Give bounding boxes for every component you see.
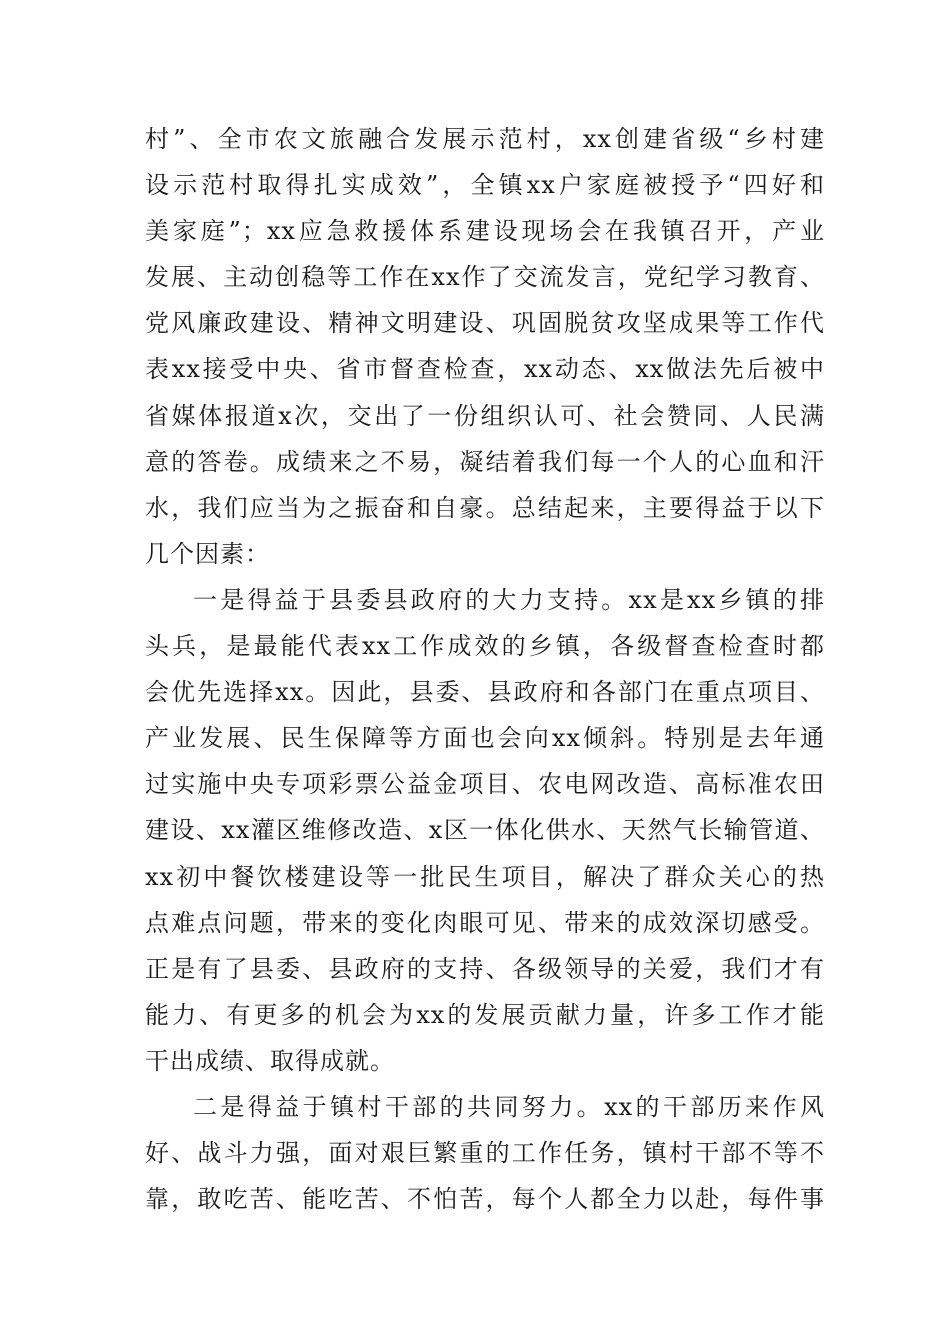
text-line: 几个因素：	[145, 539, 270, 568]
paragraph-first-line: 一是得益于县委县政府的大力支持。xx是xx乡镇的排	[193, 585, 825, 614]
document-body	[145, 116, 825, 1222]
text-line: 表xx接受中央、省市督查检查，xx动态、xx做法先后被中	[145, 355, 825, 384]
text-line: 能力、有更多的机会为xx的发展贡献力量，许多工作才能	[145, 1000, 825, 1029]
text-line: 美家庭”；xx应急救援体系建设现场会在我镇召开，产业	[145, 217, 825, 246]
text-line: 意的答卷。成绩来之不易，凝结着我们每一个人的心血和汗	[145, 447, 825, 476]
text-line: 头兵，是最能代表xx工作成效的乡镇，各级督查检查时都	[145, 632, 825, 661]
paragraph-first-line: 二是得益于镇村干部的共同努力。xx的干部历来作风	[193, 1092, 825, 1121]
text-line: 靠，敢吃苦、能吃苦、不怕苦，每个人都全力以赴，每件事	[145, 1185, 825, 1214]
text-line: 发展、主动创稳等工作在xx作了交流发言，党纪学习教育、	[145, 263, 825, 292]
text-line: 正是有了县委、县政府的支持、各级领导的关爱，我们才有	[145, 954, 825, 983]
text-line: 党风廉政建设、精神文明建设、巩固脱贫攻坚成果等工作代	[145, 309, 825, 338]
text-line: 干出成绩、取得成就。	[145, 1046, 395, 1075]
text-line: 产业发展、民生保障等方面也会向xx倾斜。特别是去年通	[145, 724, 825, 753]
text-line: 好、战斗力强，面对艰巨繁重的工作任务，镇村干部不等不	[145, 1139, 825, 1168]
text-line: 会优先选择xx。因此，县委、县政府和各部门在重点项目、	[145, 678, 825, 707]
text-line: 过实施中央专项彩票公益金项目、农电网改造、高标准农田	[145, 770, 825, 799]
text-line: 省媒体报道x次，交出了一份组织认可、社会赞同、人民满	[145, 401, 825, 430]
text-line: 点难点问题，带来的变化肉眼可见、带来的成效深切感受。	[145, 908, 825, 937]
text-line: xx初中餐饮楼建设等一批民生项目，解决了群众关心的热	[145, 862, 825, 891]
text-line: 水，我们应当为之振奋和自豪。总结起来，主要得益于以下	[145, 493, 825, 522]
text-line: 村”、全市农文旅融合发展示范村，xx创建省级“乡村建	[145, 125, 825, 153]
text-line: 设示范村取得扎实成效”，全镇xx户家庭被授予“四好和	[145, 171, 825, 200]
text-line: 建设、xx灌区维修改造、x区一体化供水、天然气长输管道、	[145, 816, 825, 845]
